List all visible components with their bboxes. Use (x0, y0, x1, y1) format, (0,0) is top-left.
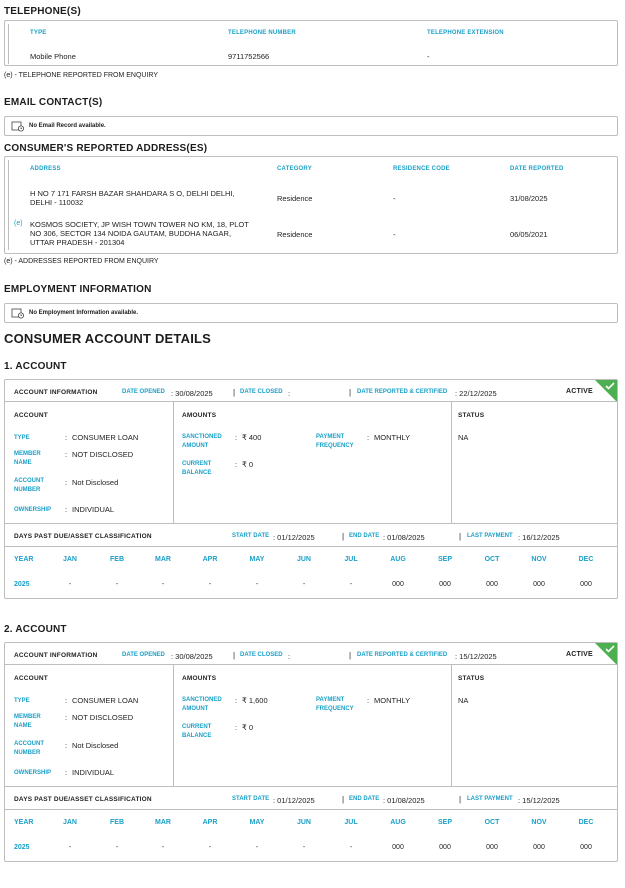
status-section-label: STATUS (458, 675, 485, 682)
date-opened: 30/08/2025 (175, 652, 213, 661)
enquiry-marker: (e) (14, 220, 23, 227)
current-balance-label: CURRENT BALANCE (182, 461, 212, 476)
month-value-jan: - (68, 844, 72, 851)
email-empty-box (4, 116, 618, 136)
phone-extension: - (427, 52, 430, 61)
month-value-nov: 000 (533, 844, 545, 851)
col-type: TYPE (30, 30, 47, 36)
month-value-apr: - (208, 844, 212, 851)
amounts-section-label: AMOUNTS (182, 412, 217, 419)
member-name-label: MEMBER NAME (14, 451, 41, 466)
month-header-year: YEAR (14, 819, 34, 826)
month-header-sep: SEP (437, 819, 452, 826)
col-telephone-extension: TELEPHONE EXTENSION (427, 30, 504, 36)
dpd-label: DAYS PAST DUE/ASSET CLASSIFICATION (14, 796, 152, 803)
month-header-mar: MAR (155, 819, 171, 826)
telephones-heading: TELEPHONE(S) (4, 6, 81, 17)
month-value-aug: 000 (392, 844, 404, 851)
date-reported-label: DATE REPORTED & CERTIFIED (357, 389, 448, 395)
col-residence-code: RESIDENCE CODE (393, 166, 450, 172)
date-closed-label: DATE CLOSED (240, 389, 283, 395)
month-value-dec: 000 (580, 581, 592, 588)
address-row-1: H NO 7 171 FARSH BAZAR SHAHDARA S O, DELHI DELHI, DELHI - 110032 (30, 189, 235, 207)
end-date: 01/08/2025 (387, 796, 425, 805)
account-number-label: ACCOUNT NUMBER (14, 478, 44, 493)
payment-frequency: MONTHLY (374, 696, 411, 705)
account-details-heading: CONSUMER ACCOUNT DETAILS (4, 331, 212, 346)
address-2-category: Residence (277, 230, 313, 239)
addresses-note: (e) - ADDRESSES REPORTED FROM ENQUIRY (4, 258, 159, 265)
last-payment: 15/12/2025 (522, 796, 560, 805)
month-header-jan: JAN (62, 819, 77, 826)
last-payment: 16/12/2025 (522, 533, 560, 542)
end-date-label: END DATE (349, 796, 380, 802)
month-value-jan: - (68, 581, 72, 588)
employment-empty-text: No Employment Information available. (29, 310, 139, 316)
sanctioned-amount-label: SANCTIONED AMOUNT (182, 434, 222, 449)
address-row-2: KOSMOS SOCIETY, JP WISH TOWN TOWER NO KM, 18, PLOT NO 306, SECTOR 134 NOIDA GAUTAM, BUDDHA NAGAR, UTTAR PRADESH - 201304 (30, 220, 249, 247)
amounts-section-label: AMOUNTS (182, 675, 217, 682)
month-value-jun: - (302, 581, 306, 588)
month-header-oct: OCT (484, 819, 500, 826)
date-reported: 22/12/2025 (459, 389, 497, 398)
member-name: NOT DISCLOSED (72, 713, 134, 722)
account-number: Not Disclosed (72, 741, 119, 750)
type-label: TYPE (14, 698, 30, 704)
status-value: NA (458, 433, 469, 442)
last-payment-label: LAST PAYMENT (467, 533, 513, 539)
employment-heading: EMPLOYMENT INFORMATION (4, 284, 152, 295)
start-date-label: START DATE (232, 533, 270, 539)
month-header-nov: NOV (531, 556, 547, 563)
dpd-label: DAYS PAST DUE/ASSET CLASSIFICATION (14, 533, 152, 540)
month-value-oct: 000 (486, 844, 498, 851)
start-date-label: START DATE (232, 796, 270, 802)
sanctioned-amount-label: SANCTIONED AMOUNT (182, 697, 222, 712)
account-1-title: 1. ACCOUNT (4, 361, 67, 372)
month-header-nov: NOV (531, 819, 547, 826)
address-1-category: Residence (277, 194, 313, 203)
month-value-jun: - (302, 844, 306, 851)
ownership-label: OWNERSHIP (14, 507, 52, 513)
month-header-feb: FEB (110, 819, 124, 826)
account-1-card: ACCOUNT INFORMATION DATE OPENED : 30/08/2025 | DATE CLOSED : | DATE REPORTED & CERTIFIED : 22/12/2025 ACTIVE ACCOUNT TYPE : CONSUMER LOAN MEMBER NAME : NOT DISCLOSED ACCOUNT NUMBER : Not Disclosed OWNERSHIP : INDIVIDUAL AMOUNTS SANCTIONED AMOUNT : ₹ 400 CURRENT BALANCE : ₹ 0 PAYMENT FREQUENCY : MONTHLY STATUS NA DAYS PAST DUE/ASSET CLASSIFICATION START DATE : 01/12/2025 | END DATE : 01/08/2025 | LAST PAYMENT : 16/12/2025 YEAR JAN FEB MAR APR MAY JUN JUL AUG SEP OCT NOV DEC 2025 - - - - - - - 000 000 000 000 000 (4, 379, 618, 599)
month-value-feb: - (115, 581, 119, 588)
dpd-month-header (5, 819, 619, 831)
sanctioned-amount: ₹ 1,600 (242, 696, 268, 705)
address-2-date: 06/05/2021 (510, 230, 548, 239)
month-value-may: - (255, 844, 259, 851)
date-opened-label: DATE OPENED (122, 652, 165, 658)
account-info-label: ACCOUNT INFORMATION (14, 652, 98, 659)
month-value-year: 2025 (14, 844, 30, 851)
account-type: CONSUMER LOAN (72, 696, 139, 705)
date-opened-label: DATE OPENED (122, 389, 165, 395)
col-address: ADDRESS (30, 166, 61, 172)
addresses-table (4, 156, 618, 254)
date-closed-label: DATE CLOSED (240, 652, 283, 658)
month-header-jul: JUL (344, 819, 358, 826)
date-reported: 15/12/2025 (459, 652, 497, 661)
address-2-code: - (393, 230, 396, 239)
month-value-sep: 000 (439, 844, 451, 851)
ownership-label: OWNERSHIP (14, 770, 52, 776)
month-value-aug: 000 (392, 581, 404, 588)
month-value-apr: - (208, 581, 212, 588)
date-opened: 30/08/2025 (175, 389, 213, 398)
last-payment-label: LAST PAYMENT (467, 796, 513, 802)
address-1-date: 31/08/2025 (510, 194, 548, 203)
dpd-month-values (5, 844, 619, 856)
ownership: INDIVIDUAL (72, 505, 115, 514)
month-header-dec: DEC (578, 819, 594, 826)
current-balance: ₹ 0 (242, 723, 254, 732)
month-header-jan: JAN (62, 556, 77, 563)
member-name: NOT DISCLOSED (72, 450, 134, 459)
dpd-month-header (5, 556, 619, 568)
month-header-apr: APR (202, 819, 218, 826)
col-date-reported: DATE REPORTED (510, 166, 564, 172)
start-date: 01/12/2025 (277, 533, 315, 542)
date-reported-label: DATE REPORTED & CERTIFIED (357, 652, 448, 658)
status-value: NA (458, 696, 469, 705)
month-header-oct: OCT (484, 556, 500, 563)
month-header-apr: APR (202, 556, 218, 563)
sanctioned-amount: ₹ 400 (242, 433, 262, 442)
month-value-may: - (255, 581, 259, 588)
account-type: CONSUMER LOAN (72, 433, 139, 442)
account-2-title: 2. ACCOUNT (4, 624, 67, 635)
month-header-dec: DEC (578, 556, 594, 563)
month-header-may: MAY (249, 556, 265, 563)
dpd-month-values (5, 581, 619, 593)
col-telephone-number: TELEPHONE NUMBER (228, 30, 296, 36)
telephones-table (4, 20, 618, 66)
phone-number: 9711752566 (228, 52, 270, 61)
account-number-label: ACCOUNT NUMBER (14, 741, 44, 756)
month-value-mar: - (161, 844, 165, 851)
month-value-year: 2025 (14, 581, 30, 588)
current-balance: ₹ 0 (242, 460, 254, 469)
month-header-may: MAY (249, 819, 265, 826)
account-2-card: ACCOUNT INFORMATION DATE OPENED : 30/08/2025 | DATE CLOSED : | DATE REPORTED & CERTIFIED : 15/12/2025 ACTIVE ACCOUNT TYPE : CONSUMER LOAN MEMBER NAME : NOT DISCLOSED ACCOUNT NUMBER : Not Disclosed OWNERSHIP : INDIVIDUAL AMOUNTS SANCTIONED AMOUNT : ₹ 1,600 CURRENT BALANCE : ₹ 0 PAYMENT FREQUENCY : MONTHLY STATUS NA DAYS PAST DUE/ASSET CLASSIFICATION START DATE : 01/12/2025 | END DATE : 01/08/2025 | LAST PAYMENT : 15/12/2025 YEAR JAN FEB MAR APR MAY JUN JUL AUG SEP OCT NOV DEC 2025 - - - - - - - 000 000 000 000 000 (4, 642, 618, 862)
check-icon (595, 643, 617, 665)
month-header-mar: MAR (155, 556, 171, 563)
month-value-nov: 000 (533, 581, 545, 588)
month-header-aug: AUG (390, 819, 406, 826)
month-header-aug: AUG (390, 556, 406, 563)
active-badge-label: ACTIVE (566, 388, 593, 395)
start-date: 01/12/2025 (277, 796, 315, 805)
email-heading: EMAIL CONTACT(S) (4, 97, 103, 108)
check-icon (595, 380, 617, 402)
payment-frequency-label: PAYMENT FREQUENCY (316, 697, 354, 712)
address-1-code: - (393, 194, 396, 203)
end-date-label: END DATE (349, 533, 380, 539)
month-value-sep: 000 (439, 581, 451, 588)
end-date: 01/08/2025 (387, 533, 425, 542)
document-clock-icon (11, 308, 25, 319)
month-value-oct: 000 (486, 581, 498, 588)
email-empty-text: No Email Record available. (29, 123, 106, 129)
phone-type: Mobile Phone (30, 52, 76, 61)
telephones-note: (e) - TELEPHONE REPORTED FROM ENQUIRY (4, 72, 159, 79)
account-section-label: ACCOUNT (14, 675, 48, 682)
document-clock-icon (11, 121, 25, 132)
month-value-dec: 000 (580, 844, 592, 851)
month-header-jul: JUL (344, 556, 358, 563)
current-balance-label: CURRENT BALANCE (182, 724, 212, 739)
month-header-jun: JUN (296, 819, 311, 826)
addresses-heading: CONSUMER'S REPORTED ADDRESS(ES) (4, 143, 208, 154)
month-value-jul: - (349, 844, 353, 851)
month-value-feb: - (115, 844, 119, 851)
account-info-label: ACCOUNT INFORMATION (14, 389, 98, 396)
active-badge-label: ACTIVE (566, 651, 593, 658)
month-header-jun: JUN (296, 556, 311, 563)
employment-empty-box (4, 303, 618, 323)
month-header-feb: FEB (110, 556, 124, 563)
payment-frequency-label: PAYMENT FREQUENCY (316, 434, 354, 449)
payment-frequency: MONTHLY (374, 433, 411, 442)
ownership: INDIVIDUAL (72, 768, 115, 777)
month-header-sep: SEP (437, 556, 452, 563)
type-label: TYPE (14, 435, 30, 441)
member-name-label: MEMBER NAME (14, 714, 41, 729)
month-header-year: YEAR (14, 556, 34, 563)
status-section-label: STATUS (458, 412, 485, 419)
col-category: CATEGORY (277, 166, 312, 172)
account-section-label: ACCOUNT (14, 412, 48, 419)
month-value-jul: - (349, 581, 353, 588)
account-number: Not Disclosed (72, 478, 119, 487)
month-value-mar: - (161, 581, 165, 588)
